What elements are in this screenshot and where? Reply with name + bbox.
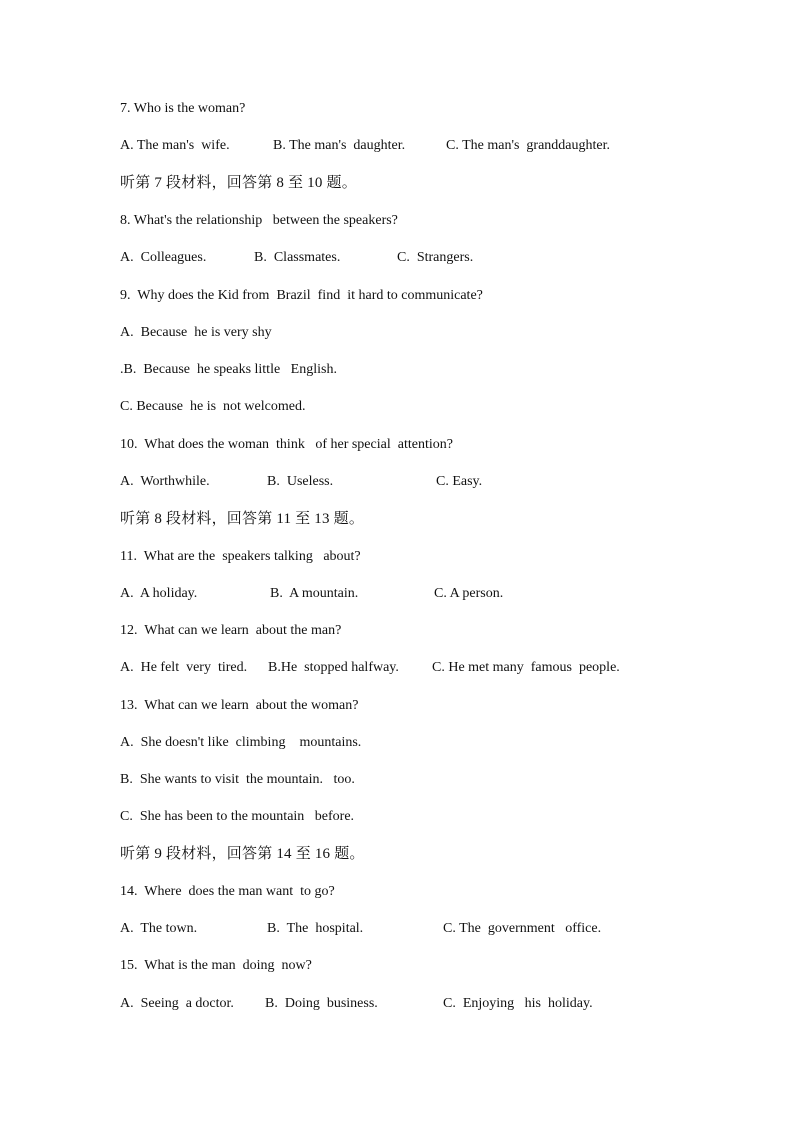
question-11-options [120, 585, 680, 603]
option-a: A. He felt very tired. [120, 660, 248, 675]
option-c: C. The government office. [443, 921, 602, 936]
question-7: 7. Who is the woman? [120, 101, 246, 116]
option-c: C. The man's granddaughter. [446, 138, 611, 153]
question-7-options [120, 137, 680, 155]
question-13-option-a: A. She doesn't like climbing mountains. [120, 735, 362, 750]
option-b: B. Doing business. [265, 996, 378, 1011]
option-a: A. A holiday. [120, 586, 198, 601]
question-10: 10. What does the woman think of her special attention? [120, 437, 453, 452]
section-heading-9: 听第 9 段材料，回答第 14 至 16 题。 [120, 846, 365, 862]
question-13-option-b: B. She wants to visit the mountain. too. [120, 772, 355, 787]
option-c: C. Strangers. [397, 250, 474, 265]
question-11: 11. What are the speakers talking about? [120, 549, 361, 564]
question-15-options [120, 995, 680, 1013]
question-14-options [120, 920, 680, 938]
question-9-option-b: .B. Because he speaks little English. [120, 362, 337, 377]
question-12-options [120, 659, 680, 677]
option-a: A. Seeing a doctor. [120, 996, 234, 1011]
question-8: 8. What's the relationship between the speakers? [120, 213, 398, 228]
question-9: 9. Why does the Kid from Brazil find it hard to communicate? [120, 288, 483, 303]
option-c: C. Enjoying his holiday. [443, 996, 593, 1011]
option-a: A. The town. [120, 921, 198, 936]
section-heading-7: 听第 7 段材料，回答第 8 至 10 题。 [120, 175, 357, 191]
question-9-option-a: A. Because he is very shy [120, 325, 272, 340]
question-15: 15. What is the man doing now? [120, 958, 312, 973]
question-8-options [120, 249, 680, 267]
option-c: C. Easy. [436, 474, 483, 489]
option-a: A. Colleagues. [120, 250, 207, 265]
option-c: C. He met many famous people. [432, 660, 620, 675]
question-13-option-c: C. She has been to the mountain before. [120, 809, 355, 824]
option-b: B. Useless. [267, 474, 334, 489]
option-b: B. The hospital. [267, 921, 364, 936]
question-14: 14. Where does the man want to go? [120, 884, 335, 899]
option-b: B.He stopped halfway. [268, 660, 399, 675]
option-c: C. A person. [434, 586, 504, 601]
question-9-option-c: C. Because he is not welcomed. [120, 399, 306, 414]
section-heading-8: 听第 8 段材料，回答第 11 至 13 题。 [120, 511, 365, 527]
question-13: 13. What can we learn about the woman? [120, 698, 359, 713]
question-12: 12. What can we learn about the man? [120, 623, 342, 638]
option-b: B. The man's daughter. [273, 138, 406, 153]
option-a: A. The man's wife. [120, 138, 230, 153]
question-10-options [120, 473, 680, 491]
option-b: B. A mountain. [270, 586, 359, 601]
option-a: A. Worthwhile. [120, 474, 210, 489]
option-b: B. Classmates. [254, 250, 341, 265]
